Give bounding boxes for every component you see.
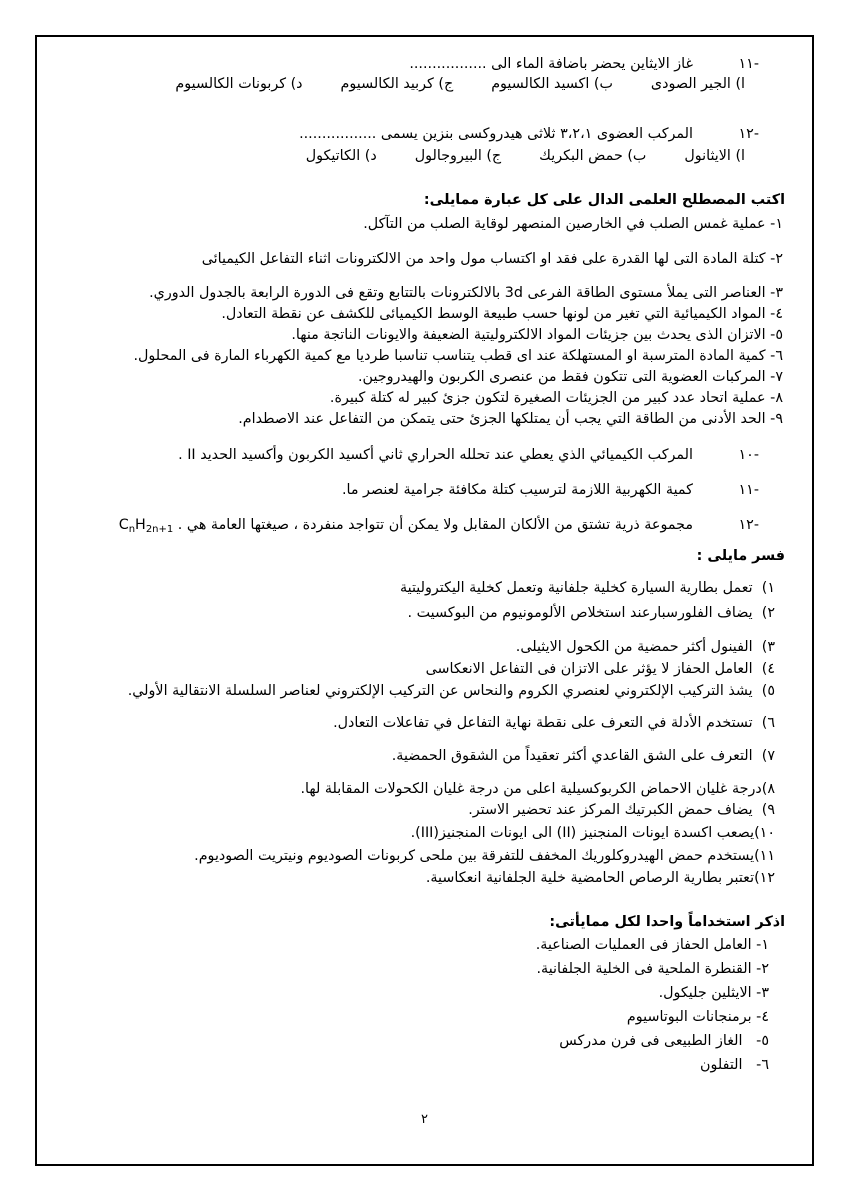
- item-number: ١٢): [754, 870, 775, 886]
- section-uses-title: اذكر استخداماً واحدا لكل ممايأتى:: [549, 914, 785, 930]
- item-number: ١٠): [754, 825, 775, 841]
- item-text: كمية الكهربية اللازمة لترسيب كتلة مكافئة جرامية لعنصر ما.: [341, 482, 693, 498]
- item-text: الاتزان الذى يحدث بين جزيئات المواد الالكتروليتية الضعيفة والايونات الناتجة منها.: [291, 327, 766, 343]
- terms-item-8: [0, 388, 783, 408]
- item-number: ٩): [761, 802, 775, 818]
- explain-item-7: [0, 746, 775, 766]
- question-number: -١١: [738, 56, 759, 72]
- explain-item-9: [0, 800, 775, 820]
- uses-item-1: [0, 935, 769, 955]
- item-text: تعمل بطارية السيارة كخلية جلفانية وتعمل كخلية اليكتروليتية: [400, 580, 753, 596]
- terms-item-12: [0, 515, 759, 535]
- terms-item-3: [0, 283, 783, 303]
- option-b: ب) اكسيد الكالسيوم: [491, 76, 613, 92]
- item-text: التفلون: [700, 1057, 743, 1073]
- item-text: عملية غمس الصلب في الخارصين المنصهر لوقاية الصلب من التآكل.: [363, 216, 766, 232]
- option-a: ا) الايثانول: [684, 148, 745, 164]
- item-number: ٥-: [756, 1033, 769, 1049]
- explain-item-3: [0, 637, 775, 657]
- terms-item-11: [0, 480, 759, 500]
- item-text: المركبات العضوية التى تتكون فقط من عنصرى الكربون والهيدروجين.: [358, 369, 766, 385]
- item-text: كتلة المادة التى لها القدرة على فقد او اكتساب مول واحد من الالكترونات اثناء التفاعل الكيميائى: [201, 251, 766, 267]
- item-number: ٨): [761, 781, 775, 797]
- item-number: ٢-: [770, 251, 783, 267]
- explain-item-2: [0, 603, 775, 623]
- item-text: المركب الكيميائي الذي يعطي عند تحلله الحراري ثاني أكسيد الكربون وأكسيد الحديد II .: [178, 447, 693, 463]
- item-number: ٢): [761, 605, 775, 621]
- item-text: درجة غليان الاحماض الكربوكسيلية اعلى من درجة غليان الكحولات المقابلة لها.: [300, 781, 762, 797]
- item-text: يصعب اكسدة ايونات المنجنيز (II) الى ايونات المنجنيز(III).: [410, 825, 755, 841]
- terms-item-6: [0, 346, 783, 366]
- question-12: [0, 124, 759, 144]
- item-number: ٣-: [770, 285, 783, 301]
- terms-item-10: [0, 445, 759, 465]
- item-number: ١-: [770, 216, 783, 232]
- item-text: تستخدم الأدلة في التعرف على نقطة نهاية التفاعل في تفاعلات التعادل.: [333, 715, 753, 731]
- uses-item-2: [0, 959, 769, 979]
- uses-item-4: [0, 1007, 769, 1027]
- uses-item-3: [0, 983, 769, 1003]
- item-text: التعرف على الشق القاعدي أكثر تعقيداً من الشقوق الحمضية.: [391, 748, 753, 764]
- question-11: [0, 54, 759, 74]
- explain-item-6: [0, 713, 775, 733]
- explain-item-12: [0, 868, 775, 888]
- item-number: ٤-: [770, 306, 783, 322]
- item-number: ٦): [761, 715, 775, 731]
- general-formula: $C_nH_{2n+1}$ .: [118, 517, 183, 535]
- option-d: د) كربونات الكالسيوم: [175, 76, 303, 92]
- explain-item-11: [0, 846, 775, 866]
- item-number: ٧): [761, 748, 775, 764]
- item-number: ٤-: [756, 1009, 769, 1025]
- item-text: القنطرة الملحية فى الخلية الجلفانية.: [536, 961, 752, 977]
- option-c: ج) كربيد الكالسيوم: [340, 76, 454, 92]
- terms-item-9: [0, 409, 783, 429]
- item-text: مجموعة ذرية تشتق من الألكان المقابل ولا يمكن أن تتواجد منفردة ، صيغتها العامة هي: [186, 517, 693, 533]
- item-text: الايثلين جليكول.: [658, 985, 752, 1001]
- question-text: المركب العضوى ٣،٢،١ ثلاثى هيدروكسى بنزين يسمى .................: [299, 126, 693, 142]
- item-number: ٣-: [756, 985, 769, 1001]
- item-text: يشذ التركيب الإلكتروني لعنصري الكروم والنحاس عن التركيب الإلكتروني لعناصر السلسلة الانتقالية الأولي.: [127, 683, 753, 699]
- item-text: عملية اتحاد عدد كبير من الجزيئات الصغيرة لتكون جزئ كبير له كتلة كبيرة.: [329, 390, 766, 406]
- item-number: ١-: [756, 937, 769, 953]
- uses-item-5: [0, 1031, 769, 1051]
- terms-item-1: [0, 214, 783, 234]
- explain-item-1: [0, 578, 775, 598]
- explain-item-8: [0, 779, 775, 799]
- question-11-options: [0, 74, 745, 94]
- item-number: ٧-: [770, 369, 783, 385]
- terms-item-2: [0, 249, 783, 269]
- explain-item-10: [0, 823, 775, 843]
- item-number: ٨-: [770, 390, 783, 406]
- item-number: ١): [761, 580, 775, 596]
- item-text: المواد الكيميائية التي تغير من لونها حسب طبيعة الوسط الكيميائى للكشف عن نقطة التعادل.: [221, 306, 766, 322]
- section-terms-title: اكتب المصطلح العلمى الدال على كل عبارة ممايلى:: [423, 192, 785, 208]
- explain-item-4: [0, 659, 775, 679]
- terms-item-4: [0, 304, 783, 324]
- item-text: العناصر التى يملأ مستوى الطاقة الفرعى 3d بالالكترونات بالتتابع وتقع فى الدورة الرابعة بالجدول الدوري.: [149, 285, 766, 301]
- uses-item-6: [0, 1055, 769, 1075]
- item-text: كمية المادة المترسبة او المستهلكة عند اى قطب يتناسب تناسبا طرديا مع كمية الكهرباء المارة فى المحلول.: [133, 348, 766, 364]
- item-number: ٤): [761, 661, 775, 677]
- option-a: ا) الجير الصودى: [650, 76, 745, 92]
- item-text: يضاف حمض الكبرتيك المركز عند تحضير الاستر.: [468, 802, 753, 818]
- item-text: العامل الحفاز لا يؤثر على الاتزان فى التفاعل الانعكاسى: [425, 661, 753, 677]
- item-text: الغاز الطبيعى فى فرن مدركس: [559, 1033, 743, 1049]
- item-number: ٦-: [770, 348, 783, 364]
- item-text: يستخدم حمض الهيدروكلوريك المخفف للتفرقة بين ملحى كربونات الصوديوم ونيتريت الصوديوم.: [194, 848, 755, 864]
- question-12-options: [0, 146, 745, 166]
- item-number: -١٢: [738, 517, 759, 533]
- item-text: الفينول أكثر حمضية من الكحول الايثيلى.: [515, 639, 753, 655]
- question-number: -١٢: [738, 126, 759, 142]
- item-number: ٥): [761, 683, 775, 699]
- item-text: تعتبر بطارية الرصاص الحامضية خلية الجلفانية انعكاسية.: [425, 870, 755, 886]
- question-text: غاز الايثاين يحضر باضافة الماء الى .................: [409, 56, 693, 72]
- option-b: ب) حمض البكريك: [539, 148, 647, 164]
- terms-item-5: [0, 325, 783, 345]
- item-text: برمنجانات البوتاسيوم: [626, 1009, 752, 1025]
- option-d: د) الكاتيكول: [305, 148, 377, 164]
- item-text: الحد الأدنى من الطاقة التي يجب أن يمتلكها الجزئ حتى يتمكن من التفاعل عند الاصطدام.: [238, 411, 766, 427]
- item-number: ٢-: [756, 961, 769, 977]
- item-number: ٦-: [756, 1057, 769, 1073]
- section-explain-title: فسر مايلى :: [696, 548, 785, 564]
- item-number: ١١): [754, 848, 775, 864]
- item-text: العامل الحفاز فى العمليات الصناعية.: [535, 937, 752, 953]
- explain-item-5: [0, 681, 775, 701]
- item-number: ٥-: [770, 327, 783, 343]
- item-number: ٩-: [770, 411, 783, 427]
- option-c: ج) البيروجالول: [414, 148, 502, 164]
- item-number: -١٠: [738, 447, 759, 463]
- item-number: -١١: [738, 482, 759, 498]
- terms-item-7: [0, 367, 783, 387]
- item-number: ٣): [761, 639, 775, 655]
- item-text: يضاف الفلورسبارعند استخلاص الألومونيوم من البوكسيت .: [407, 605, 753, 621]
- page-number: ٢: [421, 1112, 428, 1127]
